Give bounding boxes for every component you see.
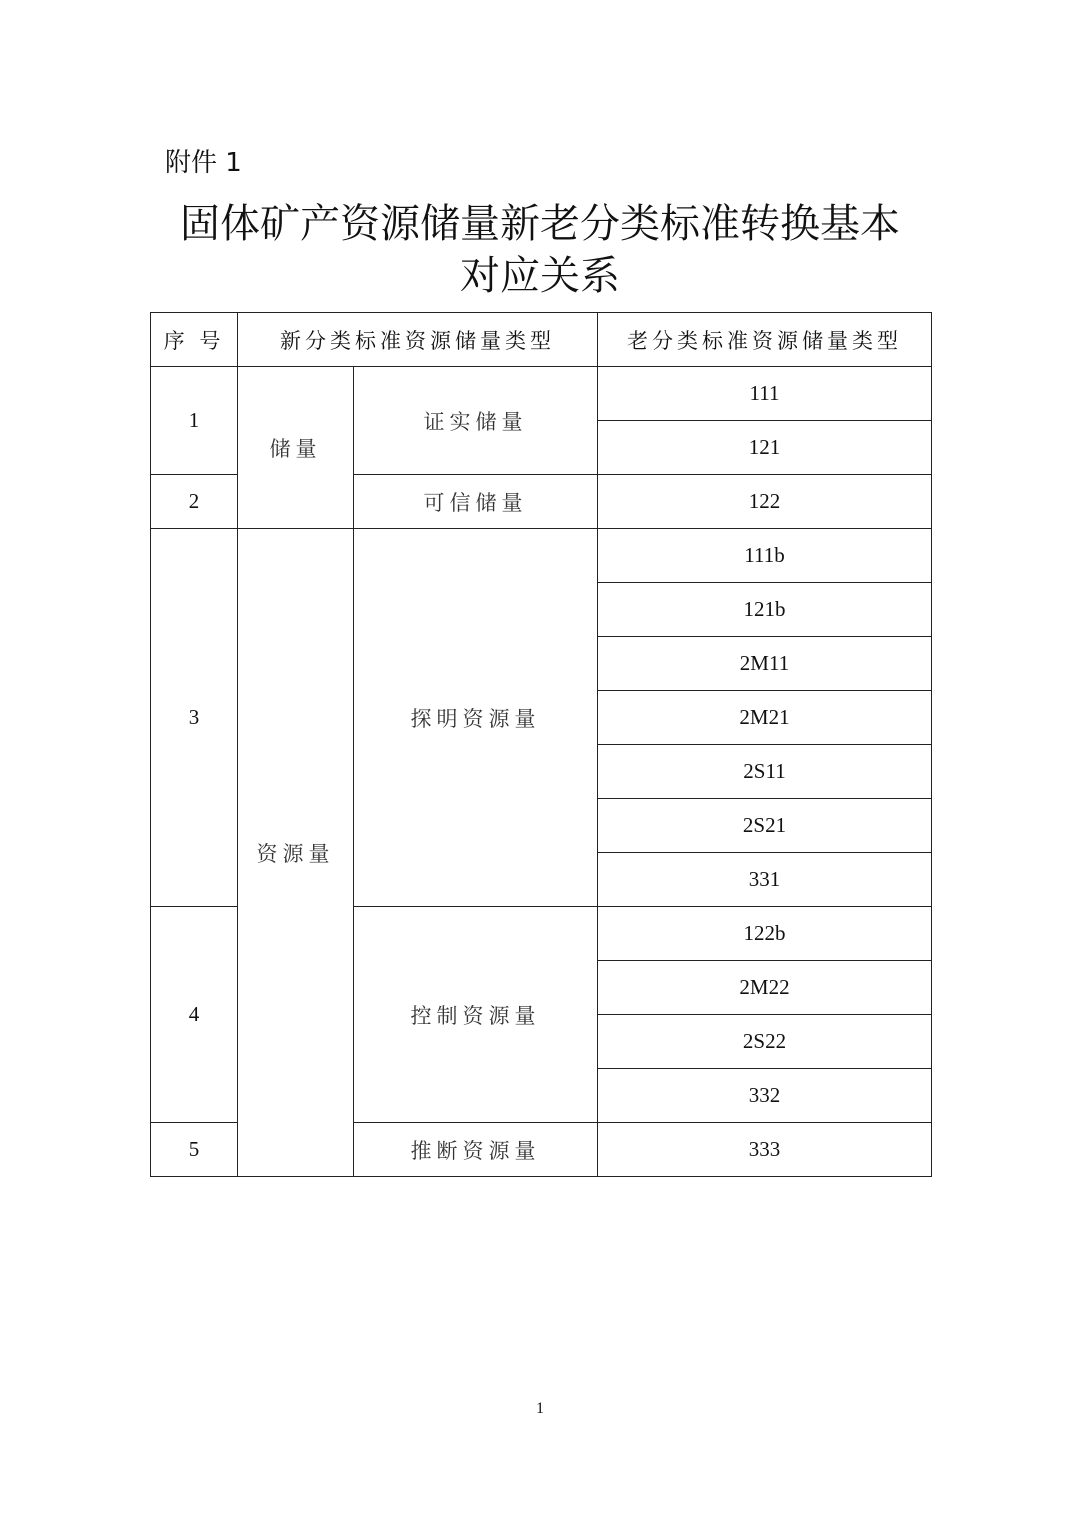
seq-cell: 3 [151, 529, 238, 907]
header-new-type: 新分类标准资源储量类型 [238, 313, 598, 367]
group-cell-resource: 资源量 [238, 529, 354, 1177]
old-code-cell: 332 [598, 1069, 932, 1123]
document-title-line-1: 固体矿产资源储量新老分类标准转换基本 [180, 201, 900, 247]
old-code-cell: 121b [598, 583, 932, 637]
classification-table [150, 312, 932, 1177]
old-code-cell: 331 [598, 853, 932, 907]
group-cell-reserve: 储量 [238, 367, 354, 529]
table-header-row [151, 313, 932, 367]
old-code-cell: 2M11 [598, 637, 932, 691]
seq-cell: 2 [151, 475, 238, 529]
subtype-cell: 控制资源量 [354, 907, 598, 1123]
old-code-cell: 111b [598, 529, 932, 583]
header-old-type: 老分类标准资源储量类型 [598, 313, 932, 367]
subtype-cell: 推断资源量 [354, 1123, 598, 1177]
old-code-cell: 2M22 [598, 961, 932, 1015]
subtype-cell: 探明资源量 [354, 529, 598, 907]
seq-cell: 1 [151, 367, 238, 475]
document-title-line-2: 对应关系 [460, 253, 620, 299]
old-code-cell: 333 [598, 1123, 932, 1177]
old-code-cell: 2S11 [598, 745, 932, 799]
old-code-cell: 122 [598, 475, 932, 529]
table-row [151, 529, 932, 583]
page-number: 1 [536, 1400, 544, 1417]
old-code-cell: 2S22 [598, 1015, 932, 1069]
old-code-cell: 2S21 [598, 799, 932, 853]
old-code-cell: 121 [598, 421, 932, 475]
old-code-cell: 111 [598, 367, 932, 421]
table-row [151, 367, 932, 421]
attachment-label: 附件 1 [165, 148, 242, 178]
old-code-cell: 2M21 [598, 691, 932, 745]
subtype-cell: 证实储量 [354, 367, 598, 475]
old-code-cell: 122b [598, 907, 932, 961]
seq-cell: 5 [151, 1123, 238, 1177]
subtype-cell: 可信储量 [354, 475, 598, 529]
header-seq: 序 号 [151, 313, 238, 367]
seq-cell: 4 [151, 907, 238, 1123]
